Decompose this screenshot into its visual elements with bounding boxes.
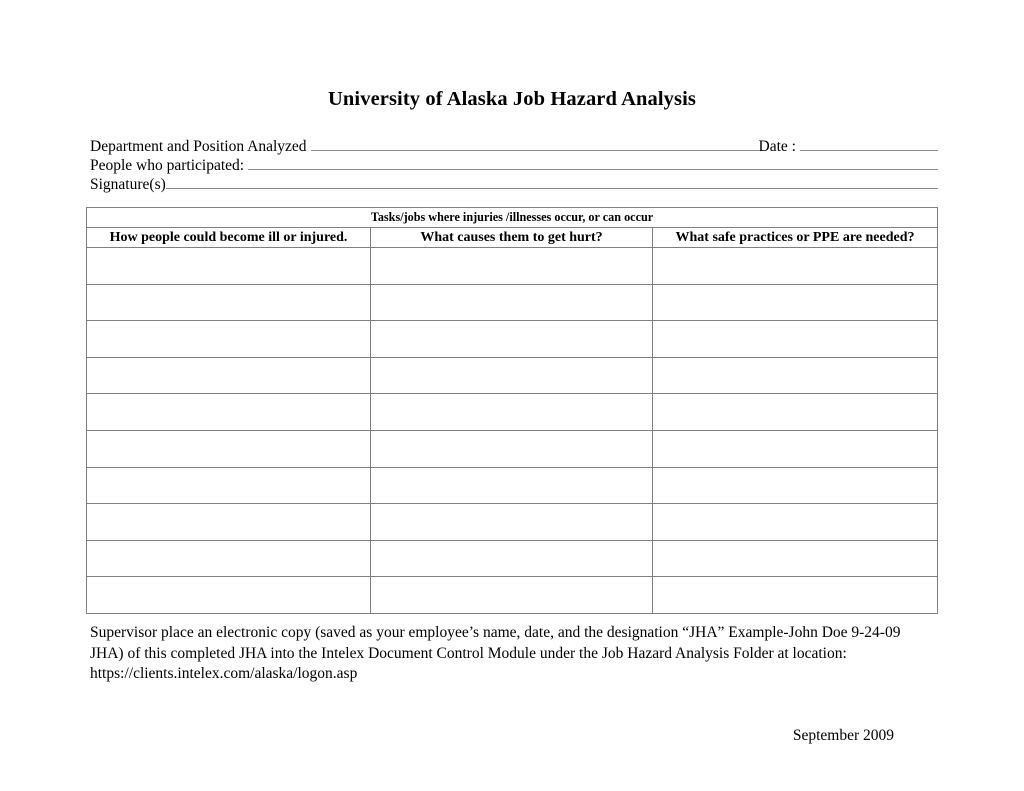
table-head bbox=[87, 208, 938, 248]
table-cell[interactable] bbox=[653, 248, 938, 285]
form-row-participants bbox=[90, 155, 938, 174]
footer-note-line-2: JHA) of this completed JHA into the Intelex Document Control Module under the Job Hazard Analysis Folder at location: bbox=[90, 644, 847, 662]
footer-note-line-1: Supervisor place an electronic copy (saved as your employee’s name, date, and the designation “JHA” Example-John Doe 9-24-09 bbox=[90, 624, 901, 641]
form-row-department bbox=[90, 136, 938, 155]
date-label: Date : bbox=[758, 138, 796, 155]
table-cell[interactable] bbox=[87, 467, 371, 504]
signatures-field[interactable] bbox=[166, 174, 938, 189]
table-row bbox=[87, 284, 938, 321]
table-cell[interactable] bbox=[653, 284, 938, 321]
table-cell[interactable] bbox=[653, 357, 938, 394]
table-cell[interactable] bbox=[87, 357, 371, 394]
table-cell[interactable] bbox=[371, 467, 653, 504]
table-cell[interactable] bbox=[87, 248, 371, 285]
job-hazard-analysis-table bbox=[86, 207, 938, 614]
revision-date: September 2009 bbox=[792, 727, 894, 744]
table-column-header-row bbox=[87, 228, 938, 248]
table-span-header-row bbox=[87, 208, 938, 228]
table-cell[interactable] bbox=[653, 540, 938, 577]
table-cell[interactable] bbox=[653, 504, 938, 541]
table-row bbox=[87, 248, 938, 285]
participants-label: People who participated: bbox=[90, 157, 245, 174]
table-cell[interactable] bbox=[371, 394, 653, 431]
table-cell[interactable] bbox=[653, 321, 938, 358]
table-cell[interactable] bbox=[371, 357, 653, 394]
table-cell[interactable] bbox=[371, 248, 653, 285]
table-cell[interactable] bbox=[653, 577, 938, 614]
department-label: Department and Position Analyzed bbox=[90, 138, 307, 155]
table-row bbox=[87, 467, 938, 504]
table-row bbox=[87, 357, 938, 394]
date-field[interactable] bbox=[800, 136, 938, 151]
column-header-how-injured: How people could become ill or injured. bbox=[87, 228, 371, 248]
table-cell[interactable] bbox=[87, 577, 371, 614]
column-header-safe-practices: What safe practices or PPE are needed? bbox=[653, 228, 938, 248]
table-row bbox=[87, 321, 938, 358]
table-cell[interactable] bbox=[371, 504, 653, 541]
table-cell[interactable] bbox=[87, 540, 371, 577]
table-cell[interactable] bbox=[87, 284, 371, 321]
footer-note-url[interactable]: https://clients.intelex.com/alaska/logon.asp bbox=[90, 665, 358, 682]
department-field[interactable] bbox=[311, 136, 759, 151]
table-cell[interactable] bbox=[371, 321, 653, 358]
table-row bbox=[87, 394, 938, 431]
column-header-causes: What causes them to get hurt? bbox=[371, 228, 653, 248]
table-cell[interactable] bbox=[87, 321, 371, 358]
table-cell[interactable] bbox=[87, 504, 371, 541]
table-cell[interactable] bbox=[653, 467, 938, 504]
table-cell[interactable] bbox=[371, 577, 653, 614]
form-header-block bbox=[90, 136, 938, 193]
table-cell[interactable] bbox=[653, 430, 938, 467]
form-row-signatures bbox=[90, 174, 938, 193]
participants-field[interactable] bbox=[248, 155, 938, 170]
table-row bbox=[87, 430, 938, 467]
table-cell[interactable] bbox=[371, 284, 653, 321]
table-row bbox=[87, 504, 938, 541]
footer-instructions bbox=[90, 623, 942, 685]
table-body bbox=[87, 248, 938, 614]
table-cell[interactable] bbox=[87, 394, 371, 431]
page-title: University of Alaska Job Hazard Analysis bbox=[328, 88, 696, 110]
table-cell[interactable] bbox=[371, 430, 653, 467]
table-cell[interactable] bbox=[87, 430, 371, 467]
table-row bbox=[87, 577, 938, 614]
table-span-header: Tasks/jobs where injuries /illnesses occur, or can occur bbox=[87, 208, 938, 228]
signatures-label: Signature(s) bbox=[90, 176, 166, 193]
table-cell[interactable] bbox=[653, 394, 938, 431]
table-cell[interactable] bbox=[371, 540, 653, 577]
table-row bbox=[87, 540, 938, 577]
